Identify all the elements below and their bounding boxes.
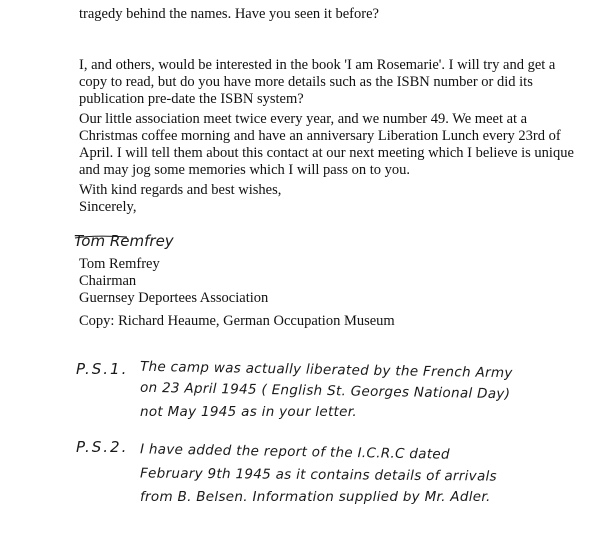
signatory-name: Tom Remfrey [79, 256, 160, 272]
postscript-2-line-3: from B. Belsen. Information supplied by Mr. Adler. [140, 489, 491, 505]
closing-line-2: Sincerely, [79, 199, 137, 215]
closing-line-1: With kind regards and best wishes, [79, 182, 282, 198]
paragraph-2-line-2: copy to read, but do you have more details such as the ISBN number or did its [79, 74, 533, 90]
postscript-1-label: P.S.1. [76, 360, 129, 378]
postscript-2-label: P.S.2. [76, 438, 129, 456]
paragraph-3-line-1: Our little association meet twice every year, and we number 49. We meet at a [79, 111, 528, 127]
signatory-title: Chairman [79, 273, 137, 289]
postscript-2-line-2: February 9th 1945 as it contains details of arrivals [139, 465, 498, 485]
paragraph-3-line-4: and may jog some memories which I will pass on to you. [79, 162, 411, 178]
handwritten-signature [72, 222, 182, 260]
postscript-2-line-1: I have added the report of the I.C.R.C dated [139, 441, 450, 463]
paragraph-2-line-1: I, and others, would be interested in the book 'I am Rosemarie'. I will try and get a [79, 57, 556, 73]
postscript-1-line-3: not May 1945 as in your letter. [140, 404, 357, 420]
signature-text: Tom Remfrey [74, 232, 174, 250]
postscript-1-line-1: The camp was actually liberated by the French Army [139, 358, 513, 382]
copy-line: Copy: Richard Heaume, German Occupation Museum [79, 313, 395, 329]
postscript-1-line-2: on 23 April 1945 ( English St. Georges National Day) [139, 379, 511, 403]
paragraph-1: tragedy behind the names. Have you seen it before? [79, 6, 379, 22]
paragraph-2-line-3: publication pre-date the ISBN system? [79, 91, 304, 107]
paragraph-3-line-2: Christmas coffee morning and have an anniversary Liberation Lunch every 23rd of [79, 128, 561, 144]
signatory-organization: Guernsey Deportees Association [79, 290, 269, 306]
paragraph-3-line-3: April. I will tell them about this contact at our next meeting which I believe is unique [79, 145, 574, 161]
